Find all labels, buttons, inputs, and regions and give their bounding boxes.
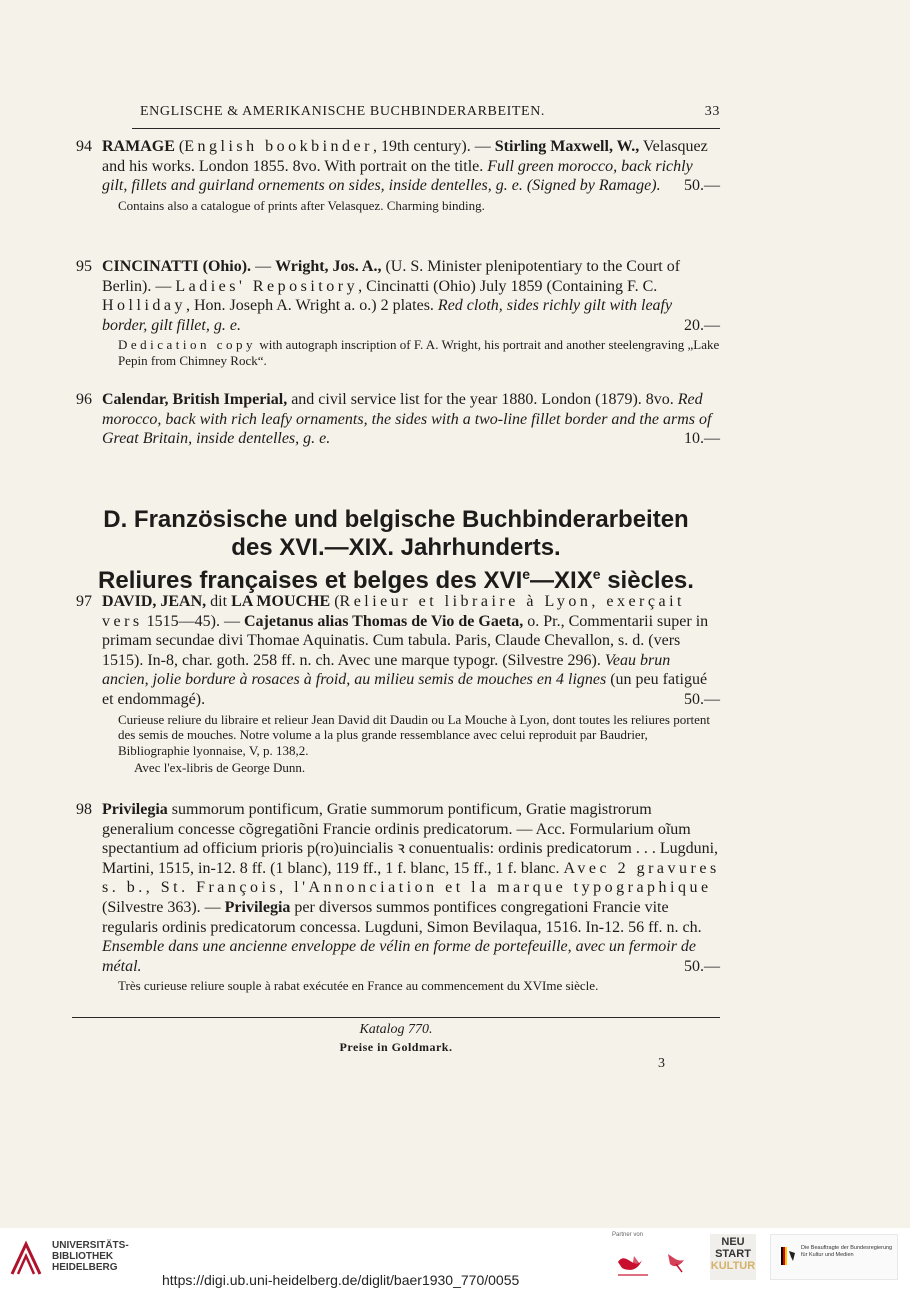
price: 10.— (684, 430, 720, 448)
entry-98 (72, 800, 720, 994)
entry-note-exlibris: Avec l'ex-libris de George Dunn. (134, 760, 306, 776)
entry-note: Contains also a catalogue of prints after Velasquez. Charming binding. (118, 197, 485, 213)
sheet-signature: 3 (658, 1056, 665, 1071)
entry-body: CINCINATTI (Ohio). — Wright, Jos. A., (U. S. Minister plenipotentiary to the Court of Berlin). — Ladies' Repository, Cincinatti (Ohio) July 1859 (Containing F. C. Holliday, Hon. Joseph A. Wright a. o.) 2 plates. Red cloth, sides richly gilt with leafy border, gilt fillet, g. e. 20.— (102, 258, 720, 334)
price-note: Preise in Goldmark. (339, 1040, 453, 1054)
partner-label: Partner von (612, 1232, 644, 1238)
entry-body: DAVID, JEAN, dit LA MOUCHE (Relieur et libraire à Lyon, exerçait vers 1515—45). — Cajetanus alias Thomas de Vio de Gaeta, o. Pr., Commentarii super in primam secundae divi Thomae Aquinatis. Cum tabula. Paris, Claude Chevallon, s. d. (vers 1515). In-8, char. goth. 258 ff. n. ch. Avec une marque typogr. (Silvestre 296). Veau brun ancien, jolie bordure à rosaces à froid, au milieu semis de mouches en 4 lignes (un peu fatigué et endommagé). 50.— (102, 593, 720, 708)
entry-number: 96 (76, 391, 92, 408)
entry-note: Très curieuse reliure souple à rabat exécutée en France au commencement du XVIme siècle. (118, 978, 599, 994)
entry-number: 98 (76, 801, 92, 818)
entry-body: Calendar, British Imperial, and civil service list for the year 1880. London (1879). 8vo. Red morocco, back with rich leafy ornaments, the sides with a two-line fillet border and the arms of Great Britain, inside dentelles, g. e. 10.— (102, 391, 720, 448)
entry-number: 97 (76, 593, 92, 610)
page-number: 33 (704, 104, 720, 119)
running-header (140, 104, 720, 120)
entry-number: 95 (76, 258, 92, 275)
partner-logos-icon[interactable] (612, 1242, 700, 1282)
footer-rule (72, 1017, 720, 1018)
price: 20.— (684, 316, 720, 334)
entry-97 (72, 592, 720, 776)
entry-note: Dedication copy with autograph inscription of F. A. Wright, his portrait and another steelengraving „Lake Pepin from Chimney Rock“. (118, 337, 720, 368)
neustart-kultur-logo[interactable]: NEU START KULTUR (710, 1234, 756, 1280)
price: 50.— (684, 177, 720, 195)
header-rule (132, 128, 720, 129)
viewer-footer-bar (0, 1228, 910, 1294)
entry-body: Privilegia summorum pontificum, Gratie summorum pontificum, Gratie magistrorum generalium concesse cõgregatiõni Francie ordinis predicatorum. — Acc. Formularium oĩum spectantium ad officium prioris p(ro)uincialis ꝛ conuentualis: ordinis predicatorum . . . Lugduni, Martini, 1515, in-12. 8 ff. (1 blanc), 119 ff., 1 f. blanc, 15 ff., 1 f. blanc. Avec 2 gravures s. b., St. François, l'Annonciation et la marque typographique (Silvestre 363). — Privilegia per diversos summos pontifices congregationi Francie vite regularis ordinis predicatorum concessa. Lugduni, Simon Bevilaqua, 1516. In-12. 56 ff. n. ch. Ensemble dans une ancienne enveloppe de vélin en forme de portefeuille, avec un fermoir de métal. 50.— (102, 801, 720, 975)
section-heading-german: D. Französische und belgische Buchbinderarbeiten des XVI.—XIX. Jahrhunderts. (103, 506, 689, 561)
entry-note: Curieuse reliure du libraire et relieur Jean David dit Daudin ou La Mouche à Lyon, dont toutes les reliures portent des semis de mouches. Notre volume a la plus grande ressemblance avec celui reproduit par Baudrier, Bibliographie lyonnaise, V, p. 138,2. (118, 711, 711, 758)
bkm-logo[interactable]: Die Beauftragte der Bundesregierung für Kultur und Medien (770, 1234, 898, 1280)
permalink-url[interactable]: https://digi.ub.uni-heidelberg.de/diglit/baer1930_770/0055 (162, 1272, 520, 1288)
price: 50.— (684, 690, 720, 708)
university-library-logo-icon[interactable] (8, 1238, 44, 1278)
section-heading-french: Reliures françaises et belges des XVIe—XIXe siècles. (98, 566, 694, 594)
entry-body: RAMAGE (English bookbinder, 19th century). — Stirling Maxwell, W., Velasquez and his works. London 1855. 8vo. With portrait on the title. Full green morocco, back richly gilt, fillets and guirland ornements on sides, inside dentelles, g. e. (Signed by Ramage). 50.— (102, 138, 720, 195)
federal-eagle-icon (781, 1247, 797, 1265)
entry-94 (72, 137, 720, 213)
entry-95 (72, 257, 720, 368)
catalog-title: Katalog 770. (359, 1022, 433, 1037)
price: 50.— (684, 957, 720, 975)
entry-96 (72, 390, 720, 449)
running-title: ENGLISCHE & AMERIKANISCHE BUCHBINDERARBEITEN. (140, 104, 545, 119)
university-library-name[interactable]: UNIVERSITÄTS- BIBLIOTHEK HEIDELBERG (52, 1240, 129, 1273)
entry-number: 94 (76, 138, 92, 155)
